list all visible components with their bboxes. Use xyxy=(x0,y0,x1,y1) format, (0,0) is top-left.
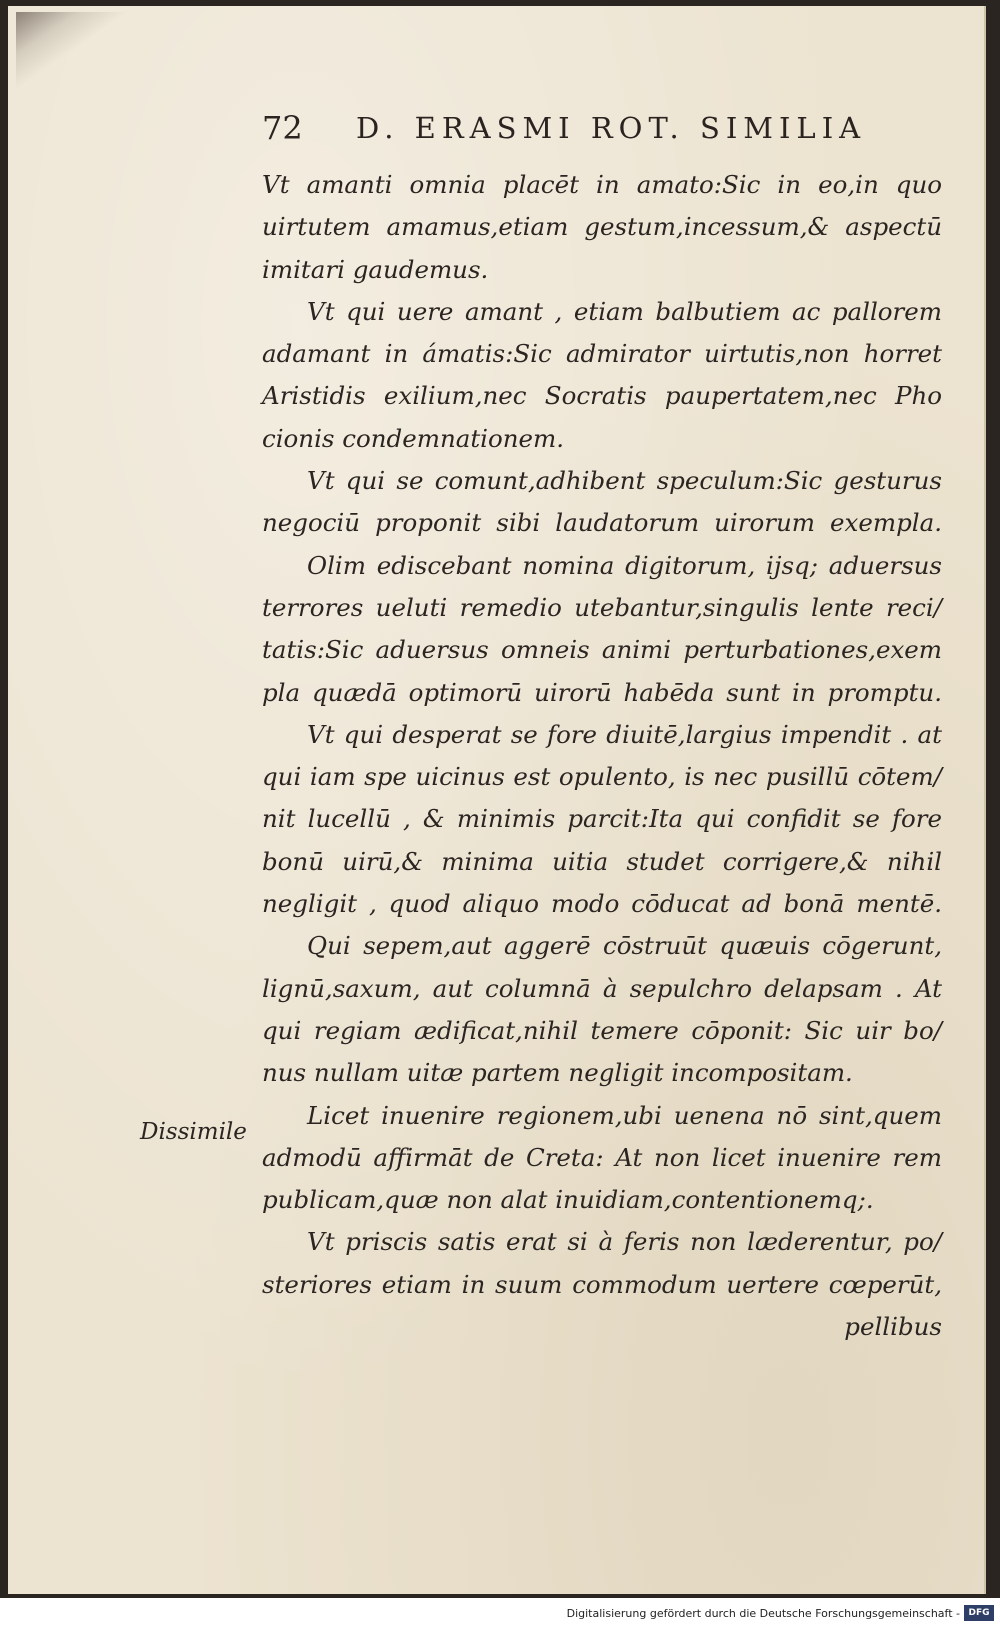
text-line: Aristidis exilium,nec Socratis paupertatem,nec Pho xyxy=(262,381,942,411)
text-line: uirtutem amamus,etiam gestum,incessum,& aspectū xyxy=(262,212,942,242)
text-line: tatis:Sic aduersus omneis animi perturbationes,exem xyxy=(262,635,942,665)
text-line: Vt qui se comunt,adhibent speculum:Sic gesturus xyxy=(307,466,942,496)
text-line: lignū,saxum, aut columnā à sepulchro delapsam . At xyxy=(262,973,942,1003)
text-line: qui iam spe uicinus est opulento, is nec pusillū cōtem/ xyxy=(262,762,942,792)
text-line: steriores etiam in suum commodum uertere cœperūt, xyxy=(262,1269,942,1299)
text-line: qui regiam ædificat,nihil temere cōponit: Sic uir bo/ xyxy=(262,1015,942,1045)
text-line: adamant in ámatis:Sic admirator uirtutis,non horret xyxy=(262,339,942,369)
dfg-logo-icon: DFG xyxy=(964,1605,994,1621)
text-line: nit lucellū , & minimis parcit:Ita qui confidit se fore xyxy=(262,804,942,834)
catchword: pellibus xyxy=(844,1312,942,1342)
text-line: Vt amanti omnia placēt in amato:Sic in eo,in quo xyxy=(262,170,942,199)
marginal-note: Dissimile xyxy=(140,1119,247,1145)
text-line: Vt qui desperat se fore diuitē,largius impendit . at xyxy=(307,719,942,749)
text-line: nus nullam uitæ partem negligit incompositam. xyxy=(262,1058,853,1088)
page-header xyxy=(8,109,984,153)
text-line: Qui sepem,aut aggerē cōstruūt quæuis cōgerunt, xyxy=(307,931,942,961)
text-line: terrores ueluti remedio utebantur,singulis lente reci/ xyxy=(262,592,942,622)
running-head: D. ERASMI ROT. SIMILIA xyxy=(356,111,867,145)
text-line: imitari gaudemus. xyxy=(262,254,489,284)
page-number: 72 xyxy=(262,109,303,147)
text-line: Vt qui uere amant , etiam balbutiem ac pallorem xyxy=(307,296,942,326)
text-line: bonū uirū,& minima uitia studet corrigere,& nihil xyxy=(262,846,942,876)
text-line: admodū affirmāt de Creta: At non licet inuenire rem xyxy=(262,1142,942,1172)
funding-credit: Digitalisierung gefördert durch die Deutsche Forschungsgemeinschaft - xyxy=(566,1607,960,1620)
text-line: publicam,quæ non alat inuidiam,contentionemq;. xyxy=(262,1185,874,1215)
text-line: negligit , quod aliquo modo cōducat ad bonā mentē. xyxy=(262,889,942,919)
text-line: negociū proponit sibi laudatorum uirorum exempla. xyxy=(262,508,942,538)
text-line: Vt priscis satis erat si à feris non læderentur, po/ xyxy=(307,1227,942,1257)
text-line: Licet inuenire regionem,ubi uenena nō sint,quem xyxy=(307,1100,942,1130)
text-line: Olim ediscebant nomina digitorum, ijsq; aduersus xyxy=(307,550,942,580)
body-text xyxy=(262,164,942,1348)
text-line: pla quædā optimorū uirorū habēda sunt in promptu. xyxy=(262,677,942,707)
footer-bar xyxy=(0,1598,1000,1630)
book-page xyxy=(8,6,986,1594)
page-fold-shadow xyxy=(16,12,136,102)
text-line: cionis condemnationem. xyxy=(262,423,565,453)
